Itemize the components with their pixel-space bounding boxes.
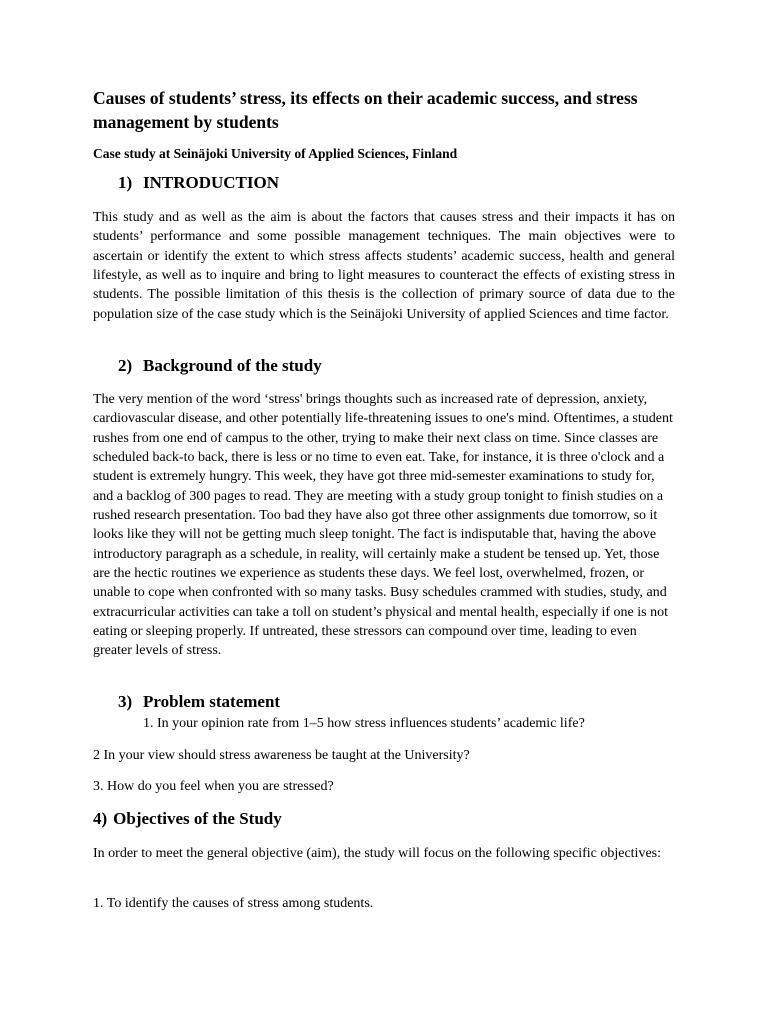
document-title: Causes of students’ stress, its effects on their academic success, and stress management by students: [93, 88, 638, 132]
section-heading-problem-statement: [93, 691, 675, 713]
section-number: 3): [118, 692, 133, 711]
section-heading-introduction: [93, 172, 675, 194]
section-number: 2): [118, 356, 133, 375]
section-number: 4): [93, 809, 108, 828]
section-title: Objectives of the Study: [113, 809, 282, 828]
introduction-paragraph: This study and as well as the aim is about the factors that causes stress and their impacts it has on students’ performance and some possible management techniques. The main objectives were to ascertain or identify the extent to which stress affects students’ academic success, health and general lifestyle, as well as to inquire and bring to light measures to counteract the effects of existing stress in students. The possible limitation of this thesis is the collection of primary source of data due to the population size of the case study which is the Seinäjoki University of applied Sciences and time factor.: [93, 210, 675, 322]
problem-question-1: 1. In your opinion rate from 1–5 how stress influences students’ academic life?: [143, 716, 585, 731]
section-number: 1): [118, 173, 133, 192]
problem-question-3: 3. How do you feel when you are stressed?: [93, 779, 334, 794]
objectives-paragraph: In order to meet the general objective (aim), the study will focus on the following specific objectives:: [93, 846, 661, 861]
objective-item-1: 1. To identify the causes of stress among students.: [93, 896, 374, 911]
problem-question-2: 2 In your view should stress awareness be taught at the University?: [93, 748, 470, 763]
background-paragraph: The very mention of the word ‘stress' brings thoughts such as increased rate of depression, anxiety, cardiovascular disease, and other potentially life-threatening issues to one's mind. Oftentimes, a student rushes from one end of campus to the other, trying to make their next class on time. Since classes are scheduled back-to back, there is less or no time to even eat. Take, for instance, it is three o'clock and a student is extremely hungry. This week, they have got three mid-semester examinations to study for, and a backlog of 300 pages to read. They are meeting with a study group tonight to finish studies on a rushed research presentation. Too bad they have also got three other assignments due tomorrow, so it looks like they will not be getting much sleep tonight. The fact is indisputable that, having the above introductory paragraph as a schedule, in reality, will certainly make a student be tensed up. Yet, those are the hectic routines we experience as students these days. We feel lost, overwhelmed, frozen, or unable to cope when confronted with so many tasks. Busy schedules crammed with studies, study, and extracurricular activities can take a toll on student’s physical and mental health, especially if one is not eating or sleeping properly. If untreated, these stressors can compound over time, leading to even greater levels of stress.: [93, 392, 673, 659]
section-title: Background of the study: [143, 356, 322, 375]
document-subtitle: Case study at Seinäjoki University of Applied Sciences, Finland: [93, 146, 458, 161]
section-title: Problem statement: [143, 692, 281, 711]
section-title: INTRODUCTION: [143, 173, 280, 192]
section-heading-background: [93, 355, 675, 377]
section-heading-objectives: [93, 808, 675, 830]
